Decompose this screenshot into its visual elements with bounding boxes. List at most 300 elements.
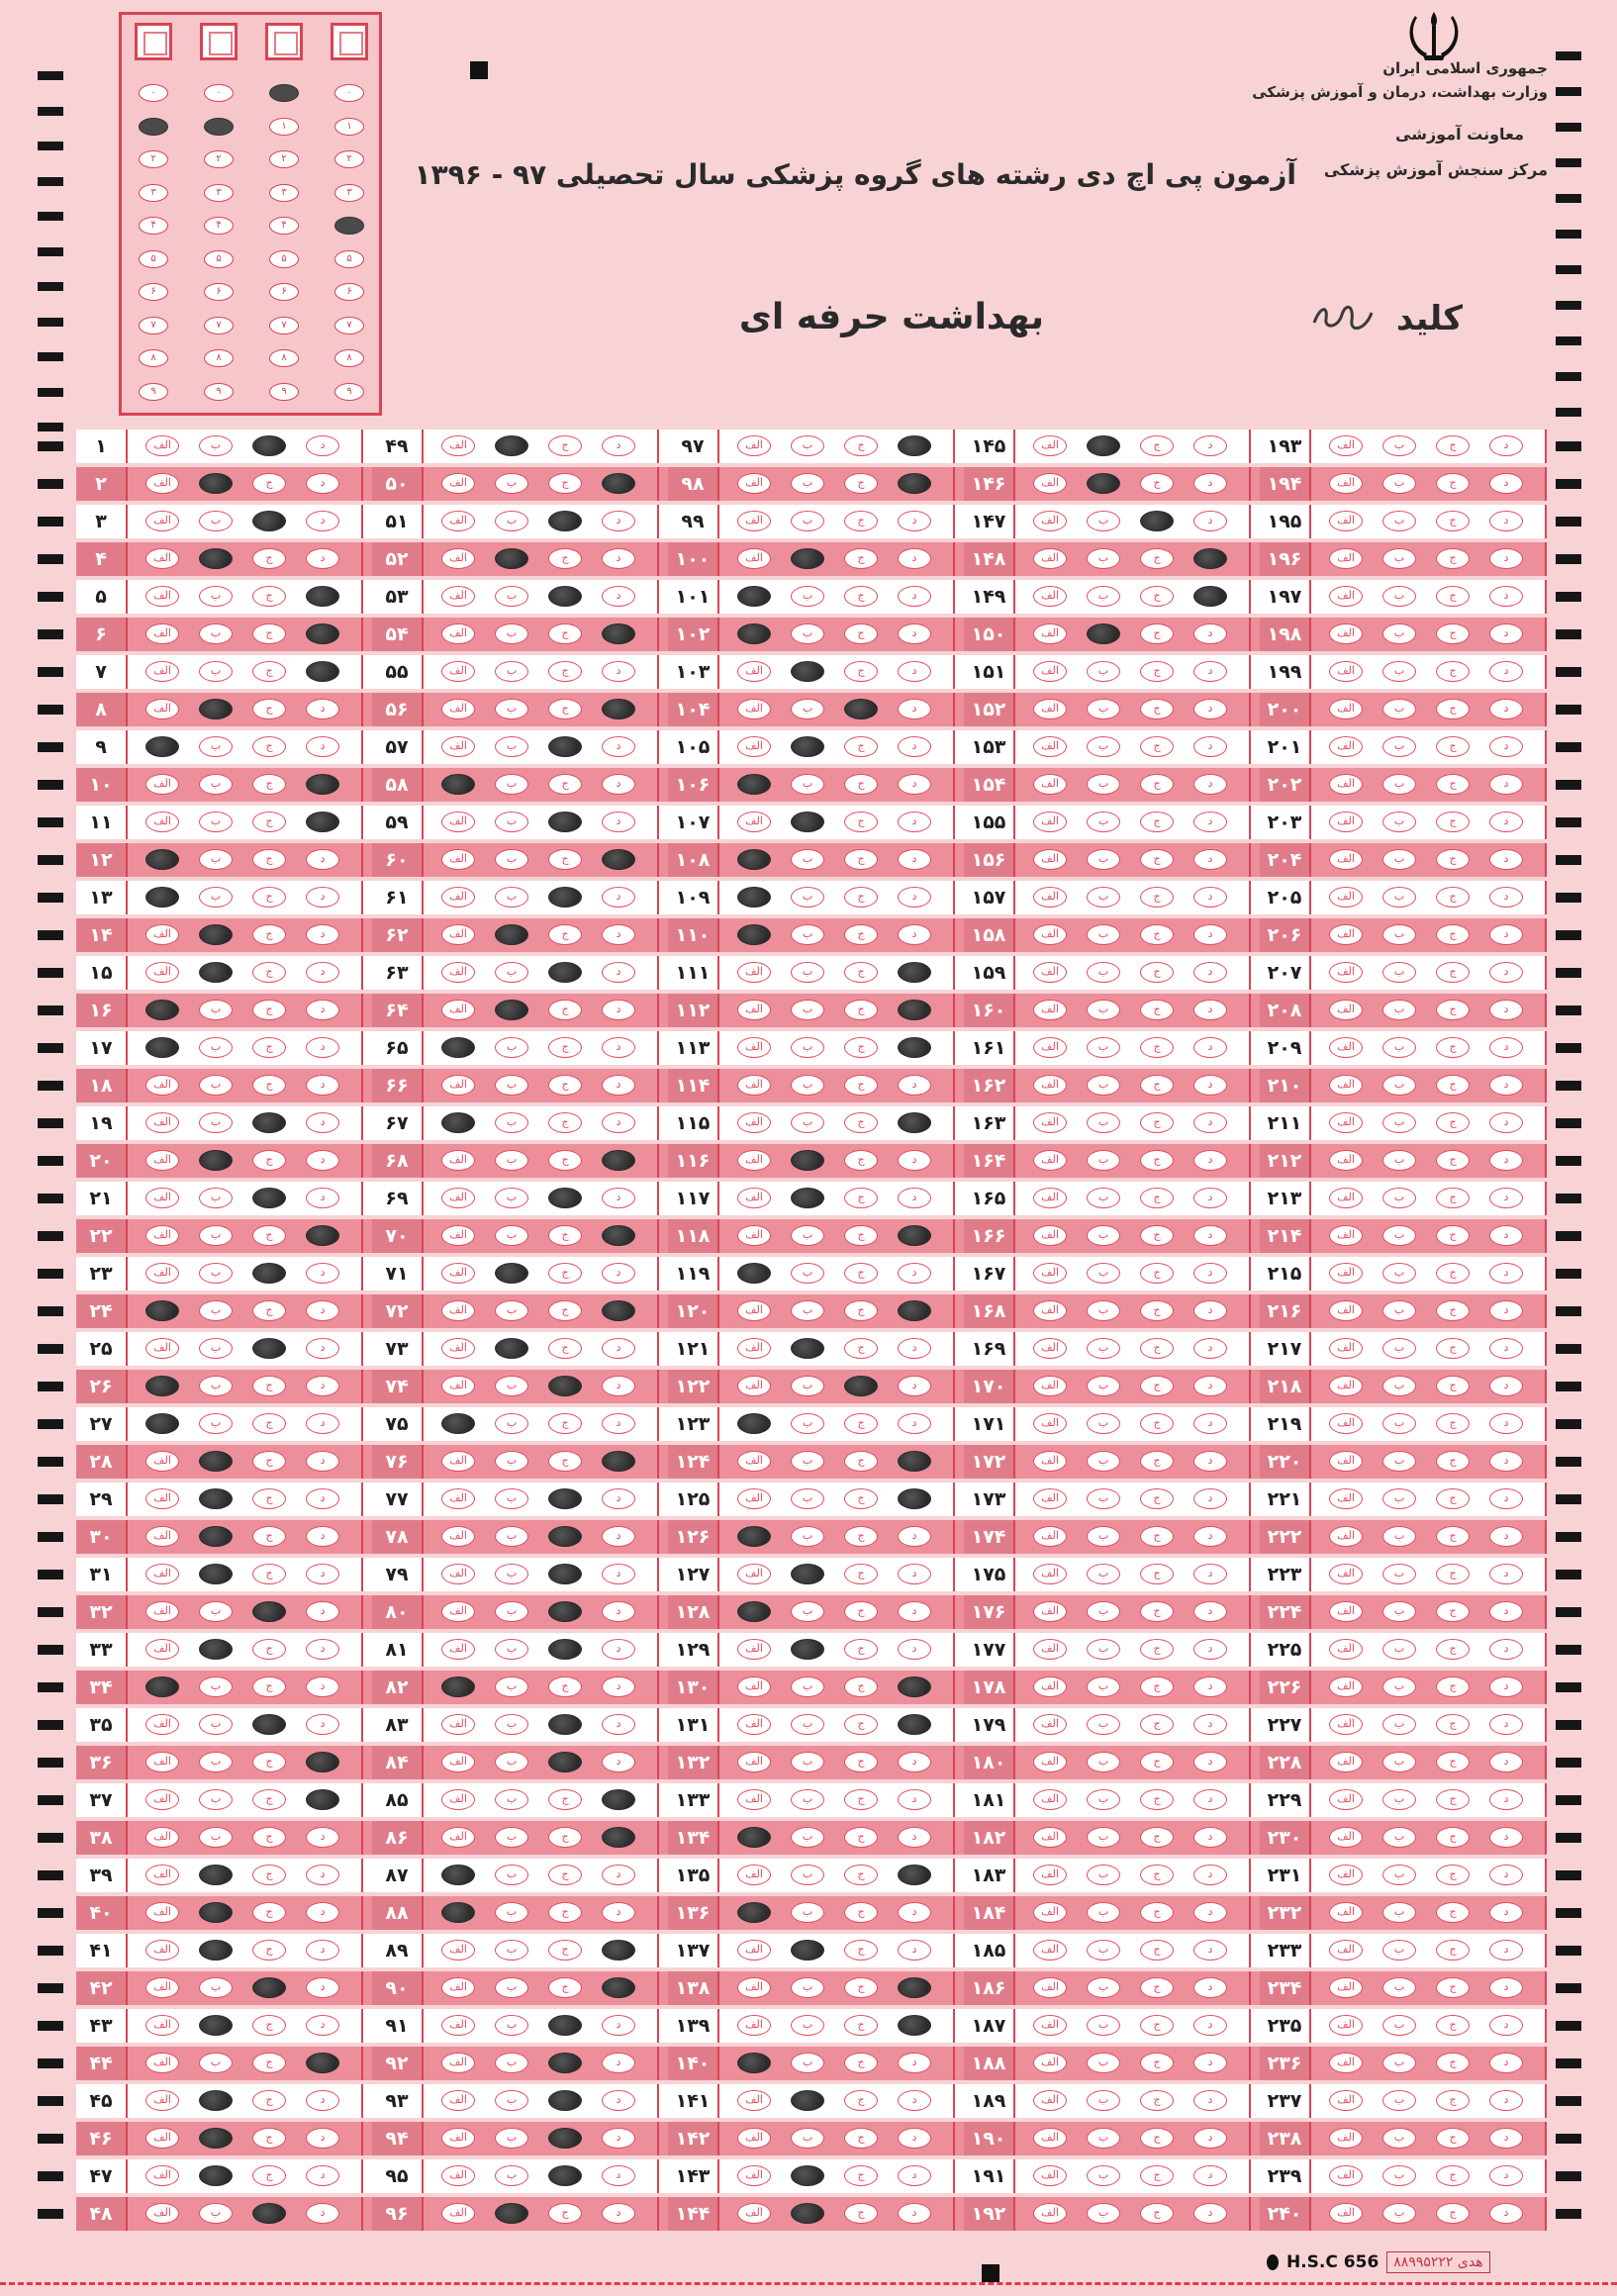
code-digit-bubble[interactable] (139, 118, 168, 136)
answer-bubble-4[interactable] (602, 1789, 635, 1810)
answer-bubble-3[interactable]: ج (1436, 1526, 1470, 1547)
answer-bubble-4[interactable]: د (602, 736, 635, 757)
answer-bubble-2[interactable] (199, 1940, 233, 1961)
answer-bubble-2[interactable] (791, 1338, 824, 1359)
answer-bubble-4[interactable]: د (1489, 887, 1523, 908)
code-digit-bubble[interactable]: ۷ (139, 317, 168, 335)
answer-bubble-4[interactable]: د (1489, 924, 1523, 945)
answer-bubble-3[interactable]: ج (548, 699, 582, 719)
answer-bubble-1[interactable]: الف (1329, 1714, 1363, 1735)
answer-bubble-1[interactable]: الف (1329, 1037, 1363, 1058)
answer-bubble-1[interactable]: الف (1329, 1225, 1363, 1246)
answer-bubble-1[interactable]: الف (1033, 1263, 1067, 1284)
answer-bubble-4[interactable]: د (898, 2165, 931, 2186)
answer-bubble-3[interactable]: ج (252, 1300, 286, 1321)
answer-bubble-4[interactable]: د (1489, 699, 1523, 719)
answer-bubble-4[interactable]: د (602, 2165, 635, 2186)
answer-bubble-3[interactable] (252, 435, 286, 456)
answer-bubble-3[interactable]: ج (1436, 2165, 1470, 2186)
answer-bubble-2[interactable]: ب (1382, 1413, 1416, 1434)
answer-bubble-4[interactable]: د (306, 548, 339, 569)
code-digit-bubble[interactable]: ۹ (204, 383, 234, 401)
answer-bubble-1[interactable]: الف (1329, 1451, 1363, 1472)
answer-bubble-4[interactable]: د (1193, 1789, 1227, 1810)
answer-bubble-4[interactable]: د (1489, 1639, 1523, 1660)
answer-bubble-2[interactable]: ب (1087, 1865, 1120, 1885)
answer-bubble-3[interactable]: ج (252, 887, 286, 908)
answer-bubble-4[interactable]: د (306, 2203, 339, 2224)
answer-bubble-2[interactable]: ب (495, 2165, 528, 2186)
code-entry-box[interactable] (265, 23, 303, 60)
answer-bubble-3[interactable] (548, 1376, 582, 1396)
answer-bubble-1[interactable]: الف (441, 2090, 475, 2111)
answer-bubble-3[interactable] (548, 1188, 582, 1208)
answer-bubble-4[interactable]: د (306, 1451, 339, 1472)
answer-bubble-1[interactable] (441, 1865, 475, 1885)
answer-bubble-1[interactable]: الف (441, 661, 475, 682)
answer-bubble-2[interactable]: ب (199, 1752, 233, 1772)
answer-bubble-1[interactable] (145, 736, 179, 757)
answer-bubble-4[interactable]: د (898, 2053, 931, 2073)
answer-bubble-4[interactable]: د (1489, 1338, 1523, 1359)
answer-bubble-3[interactable]: ج (844, 887, 878, 908)
answer-bubble-2[interactable]: ب (495, 1940, 528, 1961)
answer-bubble-4[interactable]: د (602, 1676, 635, 1697)
answer-bubble-2[interactable]: ب (495, 1977, 528, 1998)
answer-bubble-3[interactable] (252, 1188, 286, 1208)
answer-bubble-3[interactable]: ج (548, 774, 582, 795)
answer-bubble-3[interactable]: ج (844, 2165, 878, 2186)
answer-bubble-2[interactable]: ب (791, 1413, 824, 1434)
answer-bubble-4[interactable]: د (1193, 1865, 1227, 1885)
answer-bubble-4[interactable]: د (1193, 924, 1227, 945)
answer-bubble-3[interactable]: ج (844, 1714, 878, 1735)
answer-bubble-2[interactable]: ب (791, 511, 824, 531)
answer-bubble-2[interactable]: ب (495, 1676, 528, 1697)
answer-bubble-1[interactable]: الف (1033, 2165, 1067, 2186)
answer-bubble-2[interactable]: ب (1382, 1789, 1416, 1810)
answer-bubble-4[interactable]: د (306, 962, 339, 983)
answer-bubble-4[interactable]: د (602, 2053, 635, 2073)
code-digit-bubble[interactable]: ۵ (139, 250, 168, 268)
answer-bubble-1[interactable]: الف (441, 2015, 475, 2036)
answer-bubble-3[interactable]: ج (1140, 473, 1174, 494)
code-digit-bubble[interactable]: ۳ (204, 184, 234, 202)
answer-bubble-2[interactable]: ب (1087, 812, 1120, 832)
answer-bubble-4[interactable]: د (1489, 1977, 1523, 1998)
answer-bubble-4[interactable]: د (602, 924, 635, 945)
answer-bubble-2[interactable] (199, 2015, 233, 2036)
answer-bubble-2[interactable]: ب (1382, 812, 1416, 832)
answer-bubble-2[interactable]: ب (495, 511, 528, 531)
answer-bubble-1[interactable]: الف (737, 812, 771, 832)
answer-bubble-1[interactable]: الف (1329, 2203, 1363, 2224)
answer-bubble-1[interactable]: الف (441, 1526, 475, 1547)
answer-bubble-3[interactable]: ج (548, 849, 582, 870)
answer-bubble-1[interactable]: الف (441, 1564, 475, 1584)
answer-bubble-3[interactable]: ج (1140, 1263, 1174, 1284)
answer-bubble-4[interactable] (306, 2053, 339, 2073)
answer-bubble-1[interactable]: الف (145, 699, 179, 719)
answer-bubble-4[interactable]: د (1489, 2203, 1523, 2224)
answer-bubble-1[interactable]: الف (441, 1940, 475, 1961)
answer-bubble-2[interactable]: ب (791, 924, 824, 945)
answer-bubble-2[interactable]: ب (1382, 1188, 1416, 1208)
answer-bubble-3[interactable] (548, 1488, 582, 1509)
answer-bubble-3[interactable]: ج (844, 1639, 878, 1660)
answer-bubble-2[interactable]: ب (199, 1789, 233, 1810)
answer-bubble-4[interactable]: د (1489, 1376, 1523, 1396)
answer-bubble-4[interactable]: د (306, 1639, 339, 1660)
code-digit-bubble[interactable]: ۶ (204, 283, 234, 301)
answer-bubble-4[interactable]: د (1489, 1827, 1523, 1848)
answer-bubble-2[interactable]: ب (1382, 2165, 1416, 2186)
answer-bubble-4[interactable] (602, 699, 635, 719)
answer-bubble-3[interactable]: ج (548, 1150, 582, 1171)
answer-bubble-1[interactable]: الف (1329, 511, 1363, 531)
answer-bubble-1[interactable] (737, 623, 771, 644)
answer-bubble-4[interactable]: د (898, 1827, 931, 1848)
answer-bubble-4[interactable]: د (306, 887, 339, 908)
answer-bubble-2[interactable] (199, 924, 233, 945)
answer-bubble-3[interactable]: ج (1436, 1940, 1470, 1961)
answer-bubble-3[interactable]: ج (844, 1564, 878, 1584)
answer-bubble-1[interactable]: الف (145, 1601, 179, 1622)
answer-bubble-4[interactable]: د (898, 2203, 931, 2224)
answer-bubble-3[interactable] (252, 2203, 286, 2224)
answer-bubble-2[interactable]: ب (791, 1601, 824, 1622)
code-digit-bubble[interactable] (204, 118, 234, 136)
answer-bubble-2[interactable]: ب (495, 887, 528, 908)
answer-bubble-3[interactable]: ج (844, 1263, 878, 1284)
answer-bubble-2[interactable]: ب (495, 2015, 528, 2036)
answer-bubble-2[interactable]: ب (1087, 1714, 1120, 1735)
code-entry-box[interactable] (331, 23, 368, 60)
answer-bubble-1[interactable]: الف (737, 1488, 771, 1509)
answer-bubble-3[interactable]: ج (1436, 1150, 1470, 1171)
answer-bubble-1[interactable]: الف (145, 1225, 179, 1246)
answer-bubble-2[interactable]: ب (791, 774, 824, 795)
answer-bubble-3[interactable]: ج (1140, 1225, 1174, 1246)
answer-bubble-1[interactable]: الف (145, 774, 179, 795)
answer-bubble-4[interactable]: د (602, 1413, 635, 1434)
answer-bubble-1[interactable]: الف (145, 2165, 179, 2186)
answer-bubble-1[interactable]: الف (1033, 1225, 1067, 1246)
answer-bubble-1[interactable]: الف (737, 473, 771, 494)
answer-bubble-4[interactable]: د (1489, 1451, 1523, 1472)
answer-bubble-4[interactable]: د (602, 1000, 635, 1020)
answer-bubble-2[interactable]: ب (495, 1564, 528, 1584)
answer-bubble-3[interactable]: ج (1436, 473, 1470, 494)
answer-bubble-3[interactable]: ج (252, 1564, 286, 1584)
answer-bubble-2[interactable]: ب (495, 1902, 528, 1923)
answer-bubble-2[interactable]: ب (791, 1451, 824, 1472)
answer-bubble-4[interactable]: د (898, 1338, 931, 1359)
answer-bubble-1[interactable]: الف (1033, 1376, 1067, 1396)
answer-bubble-2[interactable]: ب (1382, 1451, 1416, 1472)
answer-bubble-2[interactable]: ب (791, 2128, 824, 2149)
answer-bubble-2[interactable] (791, 548, 824, 569)
answer-bubble-4[interactable]: د (602, 2090, 635, 2111)
answer-bubble-2[interactable]: ب (1382, 435, 1416, 456)
answer-bubble-3[interactable]: ج (1140, 1564, 1174, 1584)
answer-bubble-2[interactable] (199, 548, 233, 569)
code-digit-bubble[interactable]: ۱ (334, 118, 364, 136)
answer-bubble-2[interactable]: ب (791, 1000, 824, 1020)
answer-bubble-2[interactable]: ب (495, 1300, 528, 1321)
code-entry-box[interactable] (135, 23, 172, 60)
answer-bubble-3[interactable] (548, 887, 582, 908)
answer-bubble-4[interactable]: د (602, 1752, 635, 1772)
answer-bubble-1[interactable]: الف (1033, 1789, 1067, 1810)
answer-bubble-3[interactable]: ج (1436, 2053, 1470, 2073)
answer-bubble-2[interactable]: ب (1382, 1037, 1416, 1058)
answer-bubble-3[interactable]: ج (1436, 586, 1470, 607)
answer-bubble-4[interactable]: د (898, 812, 931, 832)
answer-bubble-3[interactable]: ج (252, 1413, 286, 1434)
answer-bubble-2[interactable] (495, 1000, 528, 1020)
answer-bubble-3[interactable]: ج (1140, 661, 1174, 682)
answer-bubble-1[interactable]: الف (1033, 1037, 1067, 1058)
answer-bubble-3[interactable]: ج (1436, 1488, 1470, 1509)
answer-bubble-3[interactable]: ج (844, 1977, 878, 1998)
answer-bubble-3[interactable]: ج (844, 1488, 878, 1509)
answer-bubble-2[interactable] (495, 1338, 528, 1359)
answer-bubble-1[interactable]: الف (737, 1752, 771, 1772)
answer-bubble-3[interactable]: ج (1140, 2165, 1174, 2186)
code-digit-bubble[interactable]: ۲ (269, 150, 299, 168)
answer-bubble-4[interactable]: د (1193, 1676, 1227, 1697)
answer-bubble-4[interactable]: د (602, 1526, 635, 1547)
answer-bubble-3[interactable]: ج (844, 2128, 878, 2149)
answer-bubble-4[interactable]: د (1193, 1000, 1227, 1020)
answer-bubble-4[interactable]: د (602, 435, 635, 456)
answer-bubble-1[interactable]: الف (1329, 2053, 1363, 2073)
answer-bubble-2[interactable]: ب (1087, 1564, 1120, 1584)
answer-bubble-4[interactable]: د (306, 1526, 339, 1547)
answer-bubble-2[interactable]: ب (1382, 1376, 1416, 1396)
answer-bubble-2[interactable]: ب (1087, 2015, 1120, 2036)
answer-bubble-1[interactable]: الف (145, 1338, 179, 1359)
answer-bubble-1[interactable]: الف (1329, 2015, 1363, 2036)
answer-bubble-2[interactable]: ب (1087, 2128, 1120, 2149)
answer-bubble-4[interactable]: د (1193, 2090, 1227, 2111)
answer-bubble-3[interactable]: ج (252, 548, 286, 569)
answer-bubble-3[interactable]: ج (548, 1112, 582, 1133)
answer-bubble-4[interactable]: د (1193, 774, 1227, 795)
code-digit-bubble[interactable]: ۶ (334, 283, 364, 301)
answer-bubble-1[interactable]: الف (1329, 736, 1363, 757)
answer-bubble-1[interactable]: الف (1033, 2053, 1067, 2073)
answer-bubble-4[interactable]: د (306, 2128, 339, 2149)
answer-bubble-4[interactable] (898, 1225, 931, 1246)
answer-bubble-2[interactable]: ب (791, 1865, 824, 1885)
answer-bubble-3[interactable]: ج (1140, 924, 1174, 945)
answer-bubble-3[interactable]: ج (844, 1940, 878, 1961)
answer-bubble-3[interactable]: ج (252, 1865, 286, 1885)
answer-bubble-4[interactable]: د (306, 2015, 339, 2036)
answer-bubble-1[interactable]: الف (1329, 1150, 1363, 1171)
answer-bubble-4[interactable]: د (602, 1263, 635, 1284)
answer-bubble-4[interactable]: د (1193, 1150, 1227, 1171)
answer-bubble-2[interactable] (199, 1488, 233, 1509)
answer-bubble-1[interactable]: الف (1033, 924, 1067, 945)
answer-bubble-2[interactable]: ب (1087, 2165, 1120, 2186)
answer-bubble-1[interactable]: الف (737, 2128, 771, 2149)
answer-bubble-1[interactable]: الف (1033, 962, 1067, 983)
answer-bubble-2[interactable]: ب (791, 1827, 824, 1848)
answer-bubble-1[interactable]: الف (1033, 774, 1067, 795)
answer-bubble-4[interactable] (898, 1714, 931, 1735)
answer-bubble-1[interactable]: الف (441, 1977, 475, 1998)
answer-bubble-2[interactable] (199, 1902, 233, 1923)
answer-bubble-4[interactable]: د (1489, 548, 1523, 569)
answer-bubble-2[interactable]: ب (199, 1977, 233, 1998)
answer-bubble-3[interactable]: ج (1436, 511, 1470, 531)
answer-bubble-4[interactable]: د (602, 1338, 635, 1359)
answer-bubble-4[interactable]: د (1193, 1827, 1227, 1848)
answer-bubble-2[interactable]: ب (495, 623, 528, 644)
answer-bubble-1[interactable]: الف (441, 1488, 475, 1509)
answer-bubble-2[interactable]: ب (495, 1075, 528, 1096)
answer-bubble-1[interactable] (737, 774, 771, 795)
answer-bubble-3[interactable]: ج (1140, 2015, 1174, 2036)
answer-bubble-4[interactable]: د (306, 924, 339, 945)
answer-bubble-2[interactable]: ب (791, 1376, 824, 1396)
answer-bubble-4[interactable] (602, 1940, 635, 1961)
answer-bubble-3[interactable]: ج (1436, 962, 1470, 983)
answer-bubble-1[interactable]: الف (1033, 623, 1067, 644)
answer-bubble-4[interactable]: د (602, 1075, 635, 1096)
answer-bubble-3[interactable]: ج (1140, 774, 1174, 795)
answer-bubble-3[interactable]: ج (252, 1827, 286, 1848)
code-digit-bubble[interactable]: ۲ (139, 150, 168, 168)
answer-bubble-3[interactable]: ج (548, 1902, 582, 1923)
code-digit-bubble[interactable]: ۳ (334, 184, 364, 202)
answer-bubble-4[interactable] (898, 1037, 931, 1058)
answer-bubble-4[interactable]: د (1489, 1413, 1523, 1434)
code-digit-bubble[interactable]: ۴ (204, 217, 234, 235)
answer-bubble-4[interactable]: د (306, 1075, 339, 1096)
answer-bubble-1[interactable]: الف (1033, 586, 1067, 607)
answer-bubble-2[interactable]: ب (1382, 1488, 1416, 1509)
answer-bubble-2[interactable] (1087, 435, 1120, 456)
answer-bubble-1[interactable]: الف (1329, 2165, 1363, 2186)
code-digit-bubble[interactable]: ۴ (269, 217, 299, 235)
answer-bubble-2[interactable]: ب (1087, 1263, 1120, 1284)
answer-bubble-1[interactable]: الف (145, 1564, 179, 1584)
answer-bubble-2[interactable]: ب (1382, 473, 1416, 494)
answer-bubble-4[interactable]: د (1489, 473, 1523, 494)
answer-bubble-2[interactable]: ب (495, 1714, 528, 1735)
answer-bubble-2[interactable]: ب (1087, 1413, 1120, 1434)
answer-bubble-4[interactable]: د (306, 1827, 339, 1848)
answer-bubble-2[interactable]: ب (1382, 1225, 1416, 1246)
answer-bubble-4[interactable]: د (1489, 1000, 1523, 1020)
answer-bubble-3[interactable]: ج (548, 548, 582, 569)
answer-bubble-2[interactable]: ب (1087, 699, 1120, 719)
answer-bubble-2[interactable]: ب (1382, 1977, 1416, 1998)
answer-bubble-3[interactable]: ج (548, 1263, 582, 1284)
answer-bubble-2[interactable] (791, 1188, 824, 1208)
code-digit-bubble[interactable]: ۷ (204, 317, 234, 335)
answer-bubble-4[interactable]: د (602, 2203, 635, 2224)
answer-bubble-2[interactable]: ب (495, 962, 528, 983)
answer-bubble-4[interactable]: د (1489, 2053, 1523, 2073)
answer-bubble-3[interactable]: ج (1436, 849, 1470, 870)
answer-bubble-1[interactable]: الف (737, 1150, 771, 1171)
answer-bubble-3[interactable]: ج (844, 2015, 878, 2036)
answer-bubble-1[interactable]: الف (1329, 699, 1363, 719)
answer-bubble-2[interactable]: ب (495, 2053, 528, 2073)
answer-bubble-2[interactable]: ب (1087, 1112, 1120, 1133)
answer-bubble-4[interactable]: د (306, 1376, 339, 1396)
answer-bubble-1[interactable]: الف (441, 1338, 475, 1359)
answer-bubble-3[interactable]: ج (1140, 1451, 1174, 1472)
answer-bubble-2[interactable]: ب (1382, 2015, 1416, 2036)
answer-bubble-2[interactable]: ب (1087, 586, 1120, 607)
answer-bubble-4[interactable]: د (306, 1188, 339, 1208)
answer-bubble-2[interactable]: ب (1382, 699, 1416, 719)
answer-bubble-2[interactable] (791, 1150, 824, 1171)
answer-bubble-2[interactable]: ب (199, 1000, 233, 1020)
answer-bubble-1[interactable]: الف (1329, 1639, 1363, 1660)
answer-bubble-1[interactable]: الف (145, 511, 179, 531)
answer-bubble-3[interactable] (252, 1112, 286, 1133)
answer-bubble-2[interactable]: ب (495, 812, 528, 832)
answer-bubble-3[interactable]: ج (844, 774, 878, 795)
answer-bubble-1[interactable]: الف (1033, 1639, 1067, 1660)
answer-bubble-1[interactable]: الف (1033, 661, 1067, 682)
answer-bubble-1[interactable] (737, 1827, 771, 1848)
answer-bubble-3[interactable]: ج (844, 1000, 878, 1020)
answer-bubble-3[interactable]: ج (844, 511, 878, 531)
answer-bubble-4[interactable]: د (898, 661, 931, 682)
answer-bubble-4[interactable]: د (898, 1902, 931, 1923)
answer-bubble-3[interactable]: ج (1140, 1714, 1174, 1735)
answer-bubble-2[interactable]: ب (495, 1488, 528, 1509)
answer-bubble-2[interactable]: ب (1382, 1639, 1416, 1660)
answer-bubble-2[interactable]: ب (1087, 887, 1120, 908)
answer-bubble-3[interactable] (548, 1564, 582, 1584)
answer-bubble-1[interactable]: الف (145, 2128, 179, 2149)
answer-bubble-3[interactable]: ج (252, 962, 286, 983)
answer-bubble-4[interactable] (306, 1789, 339, 1810)
answer-bubble-1[interactable]: الف (1329, 1940, 1363, 1961)
answer-bubble-3[interactable]: ج (1140, 548, 1174, 569)
answer-bubble-2[interactable]: ب (791, 849, 824, 870)
answer-bubble-1[interactable]: الف (1329, 1977, 1363, 1998)
answer-bubble-2[interactable]: ب (791, 1714, 824, 1735)
answer-bubble-2[interactable]: ب (1087, 2203, 1120, 2224)
answer-bubble-1[interactable]: الف (145, 435, 179, 456)
answer-bubble-2[interactable] (791, 2165, 824, 2186)
answer-bubble-4[interactable]: د (602, 511, 635, 531)
answer-bubble-4[interactable]: د (1489, 1112, 1523, 1133)
answer-bubble-3[interactable]: ج (252, 1940, 286, 1961)
answer-bubble-4[interactable]: د (1193, 2053, 1227, 2073)
answer-bubble-4[interactable]: د (1193, 1639, 1227, 1660)
answer-bubble-4[interactable]: د (1193, 1263, 1227, 1284)
answer-bubble-3[interactable]: ج (548, 473, 582, 494)
answer-bubble-3[interactable] (252, 511, 286, 531)
answer-bubble-3[interactable]: ج (1140, 1526, 1174, 1547)
answer-bubble-3[interactable]: ج (1436, 1789, 1470, 1810)
answer-bubble-4[interactable]: د (306, 1676, 339, 1697)
answer-bubble-4[interactable]: د (1489, 1300, 1523, 1321)
answer-bubble-1[interactable]: الف (737, 2015, 771, 2036)
answer-bubble-1[interactable]: الف (1033, 1902, 1067, 1923)
